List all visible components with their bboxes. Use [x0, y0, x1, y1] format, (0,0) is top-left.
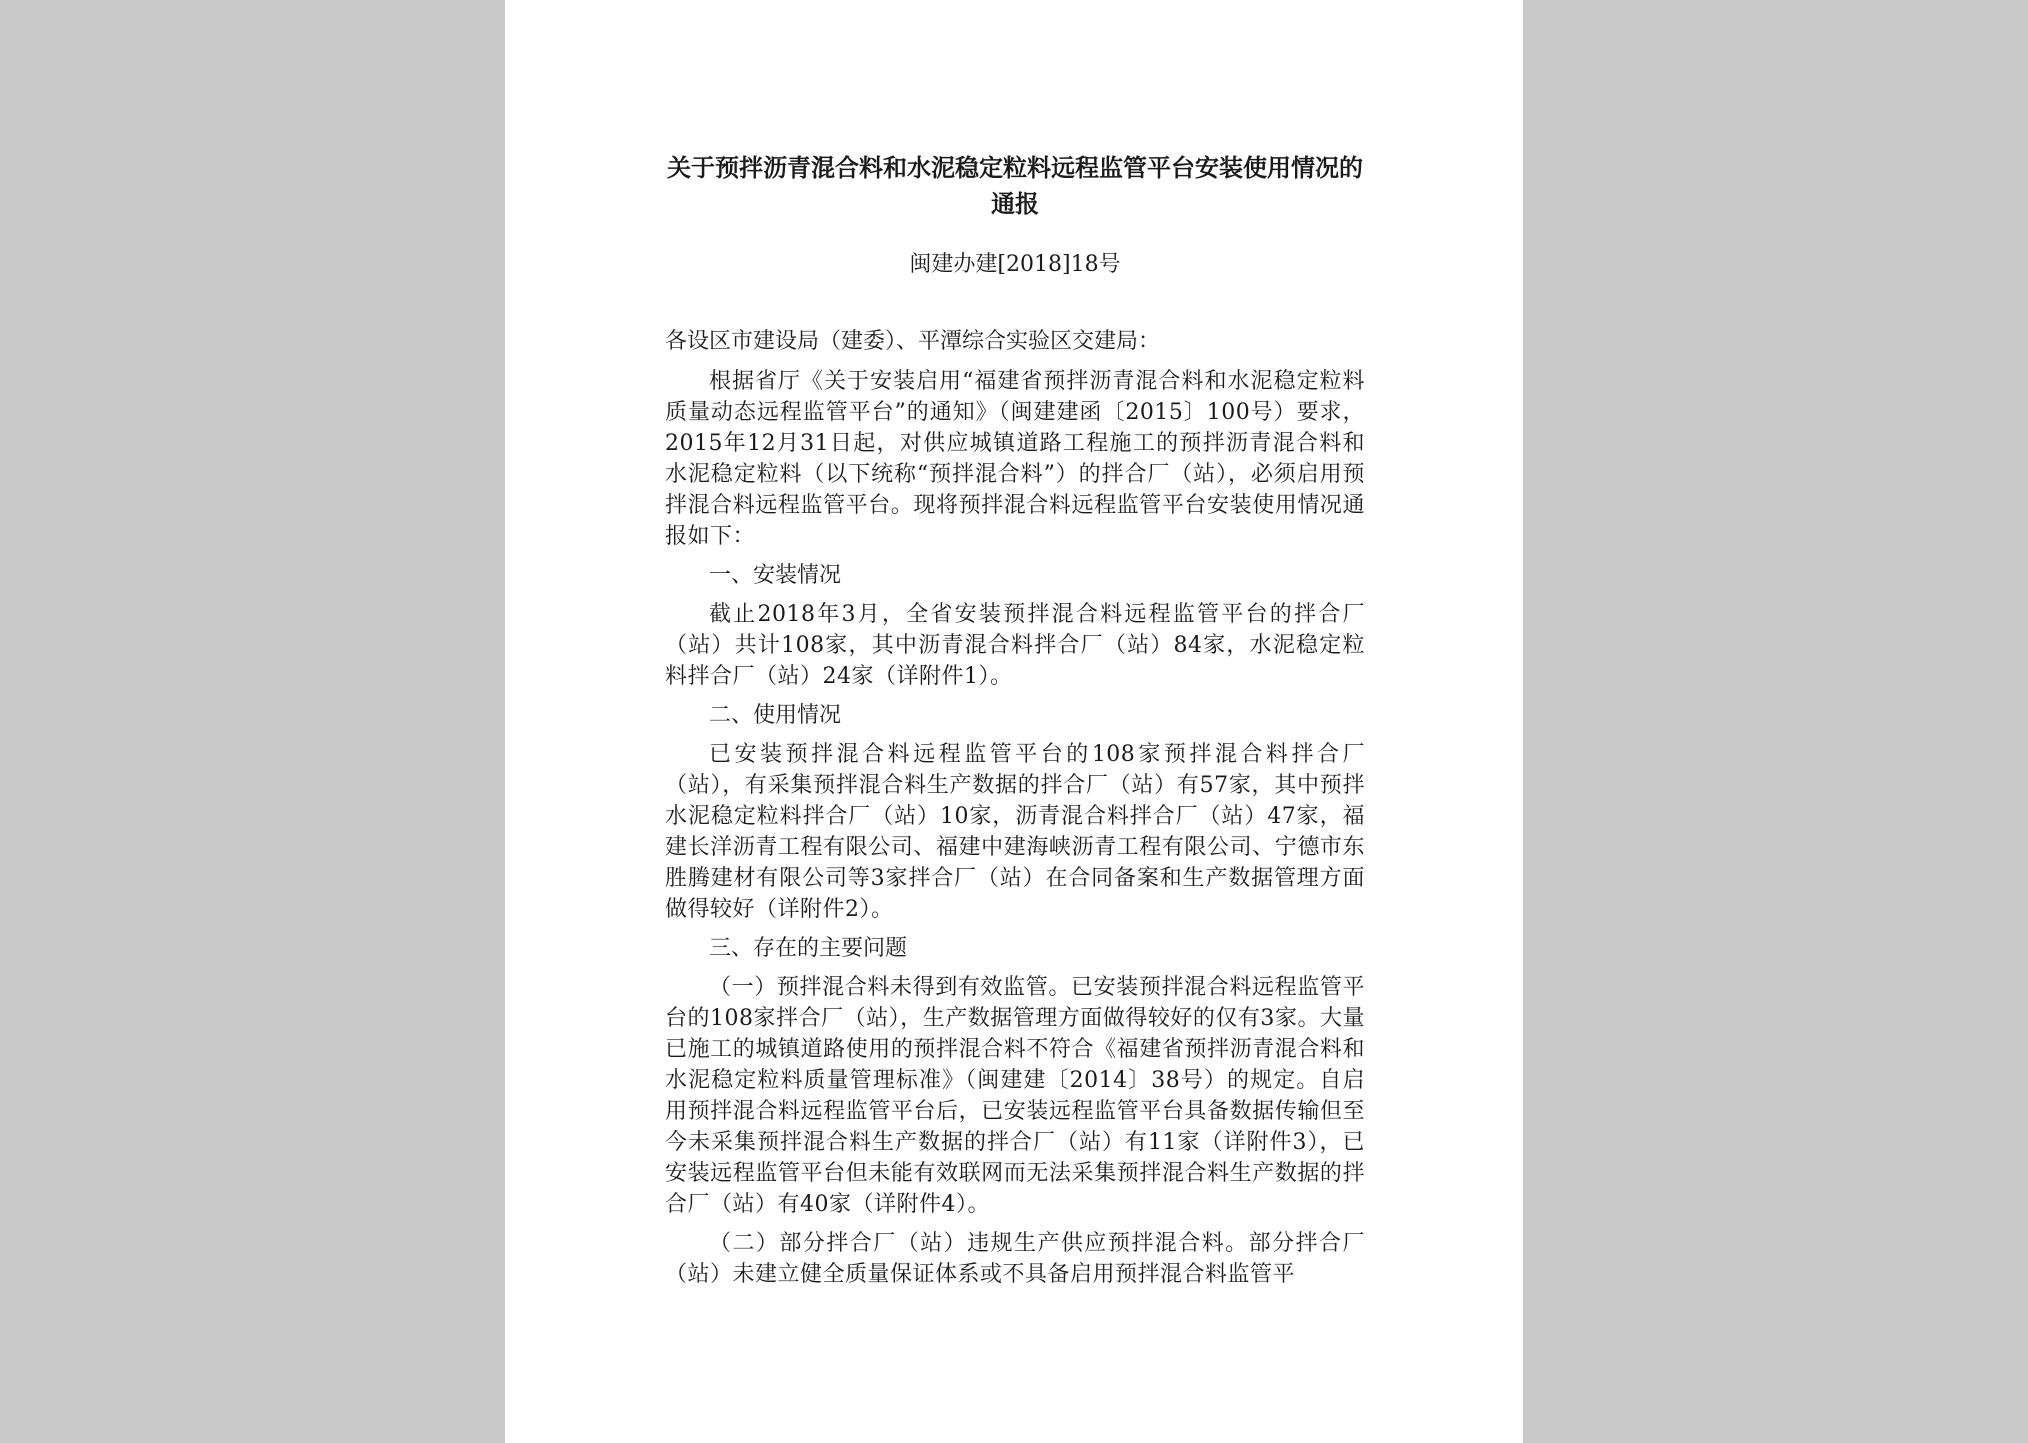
- section3-item1-paragraph: （一）预拌混合料未得到有效监管。已安装预拌混合料远程监管平台的108家拌合厂（站），生产数据管理方面做得较好的仅有3家。大量已施工的城镇道路使用的预拌混合料不符合《福建省预拌沥青混合料和水泥稳定粒料质量管理标准》（闽建建〔2014〕38号）的规定。自启用预拌混合料远程监管平台后，已安装远程监管平台具备数据传输但至今未采集预拌混合料生产数据的拌合厂（站）有11家（详附件3），已安装远程监管平台但未能有效联网而无法采集预拌混合料生产数据的拌合厂（站）有40家（详附件4）。: [665, 975, 1365, 1217]
- section1-heading: 一、安装情况: [709, 563, 842, 588]
- document-title-line2: 通报: [991, 190, 1039, 218]
- document-title-line1: 关于预拌沥青混合料和水泥稳定粒料远程监管平台安装使用情况的: [667, 154, 1363, 182]
- addressee: 各设区市建设局（建委）、平潭综合实验区交建局：: [665, 329, 1161, 354]
- section1-paragraph: 截止2018年3月，全省安装预拌混合料远程监管平台的拌合厂（站）共计108家，其中沥青混合料拌合厂（站）84家，水泥稳定粒料拌合厂（站）24家（详附件1）。: [665, 602, 1365, 689]
- section2-paragraph: 已安装预拌混合料远程监管平台的108家预拌混合料拌合厂（站），有采集预拌混合料生产数据的拌合厂（站）有57家，其中预拌水泥稳定粒料拌合厂（站）10家，沥青混合料拌合厂（站）47家，福建长洋沥青工程有限公司、福建中建海峡沥青工程有限公司、宁德市东胜腾建材有限公司等3家拌合厂（站）在合同备案和生产数据管理方面做得较好（详附件2）。: [665, 742, 1365, 922]
- intro-paragraph: 根据省厅《关于安装启用“福建省预拌沥青混合料和水泥稳定粒料质量动态远程监管平台”的通知》（闽建建函〔2015〕100号）要求，2015年12月31日起，对供应城镇道路工程施工的预拌沥青混合料和水泥稳定粒料（以下统称“预拌混合料”）的拌合厂（站），必须启用预拌混合料远程监管平台。现将预拌混合料远程监管平台安装使用情况通报如下：: [665, 369, 1365, 549]
- section3-heading: 三、存在的主要问题: [709, 936, 908, 961]
- section2-heading: 二、使用情况: [709, 703, 842, 728]
- document-number: 闽建办建[2018]18号: [909, 252, 1121, 277]
- document-page: [505, 0, 1523, 1443]
- document-body: [665, 150, 1365, 1290]
- section3-item2-paragraph: （二）部分拌合厂（站）违规生产供应预拌混合料。部分拌合厂（站）未建立健全质量保证体系或不具备启用预拌混合料监管平: [665, 1231, 1365, 1287]
